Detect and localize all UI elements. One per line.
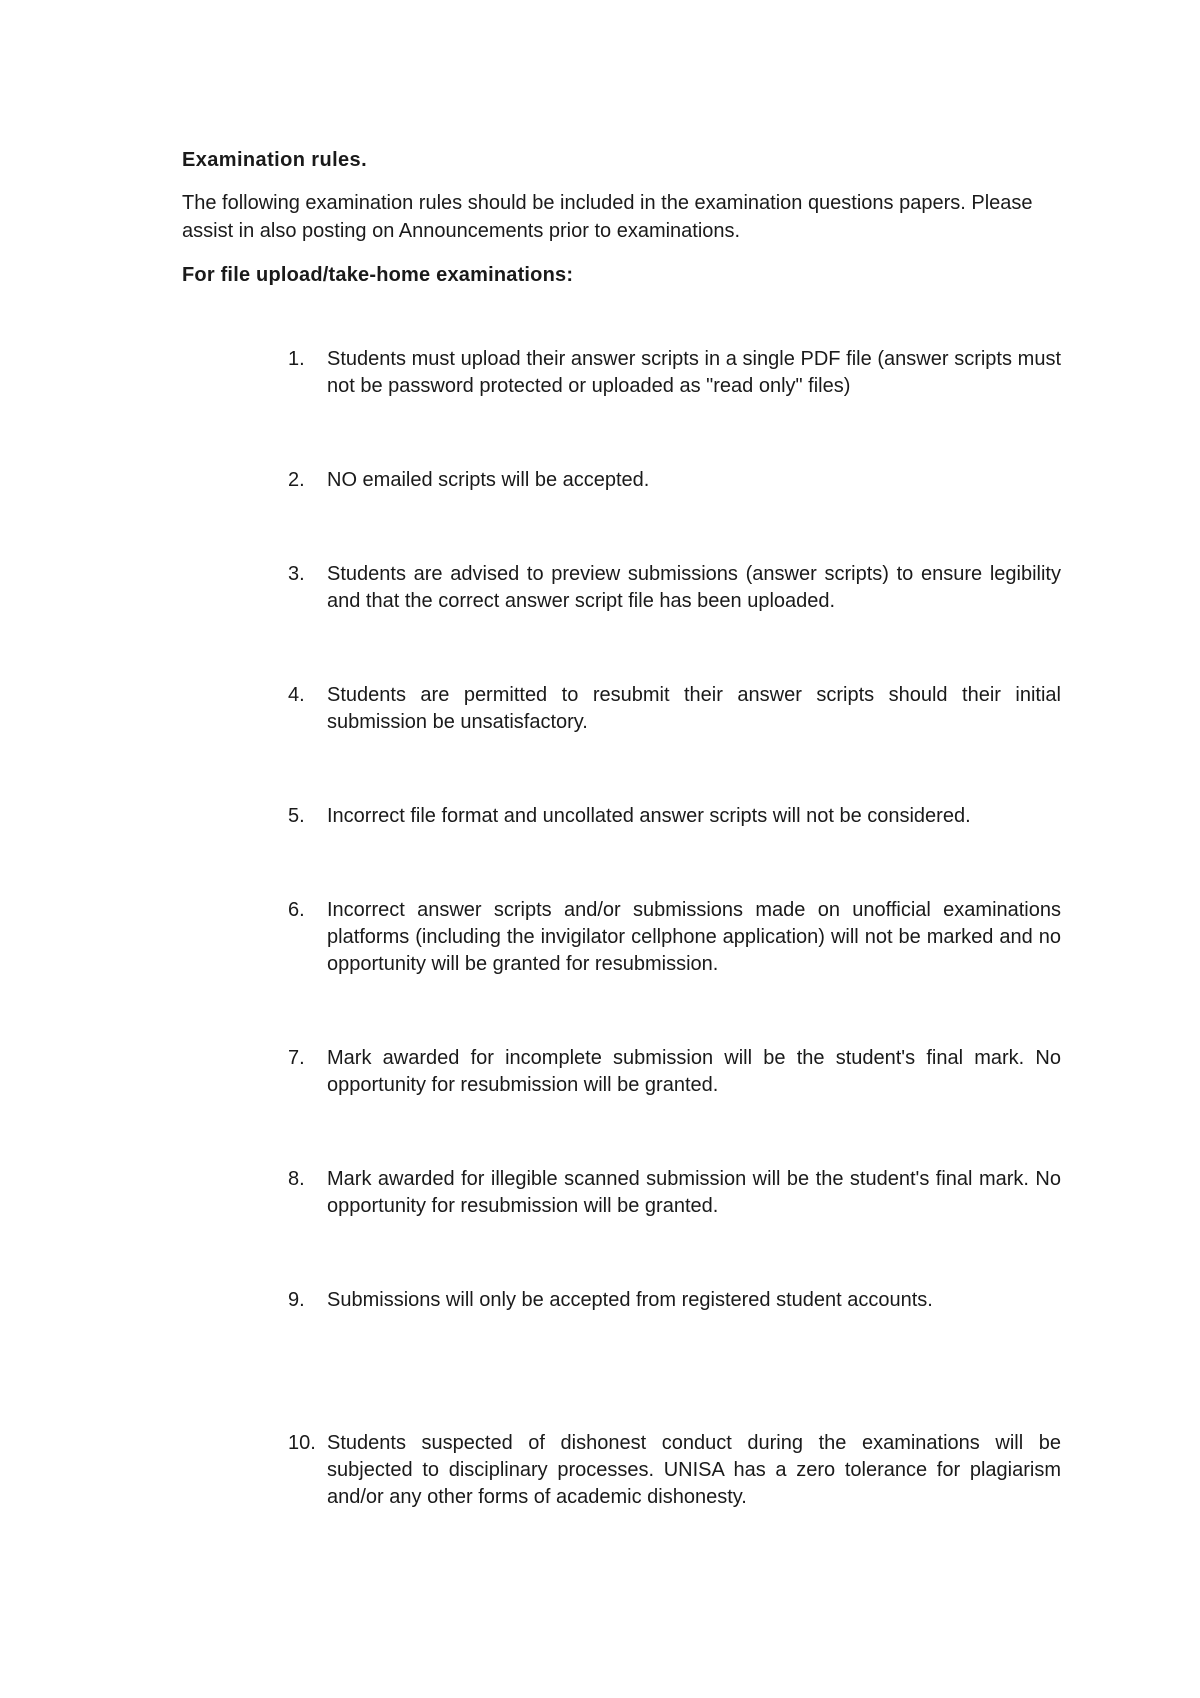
rule-item xyxy=(288,897,1061,978)
section-heading: For file upload/take-home examinations: xyxy=(182,264,574,286)
rule-item xyxy=(288,803,1061,830)
rule-text: NO emailed scripts will be accepted. xyxy=(327,469,650,491)
rule-text: Mark awarded for incomplete submission will be the student's final mark. No opportunity for resubmission will be granted. xyxy=(327,1047,1061,1096)
rule-item xyxy=(288,1430,1061,1511)
rule-text: Students must upload their answer scripts in a single PDF file (answer scripts must not be password protected or uploaded as "read only" files) xyxy=(327,348,1061,397)
rule-text: Incorrect answer scripts and/or submissions made on unofficial examinations platforms (including the invigilator cellphone application) will not be marked and no opportunity will be granted for resubmission. xyxy=(327,899,1061,975)
rule-text: Students suspected of dishonest conduct during the examinations will be subjected to disciplinary processes. UNISA has a zero tolerance for plagiarism and/or any other forms of academic dishonesty. xyxy=(327,1432,1061,1508)
rule-item xyxy=(288,1287,1061,1314)
rule-number: 7. xyxy=(288,1047,305,1069)
document-title: Examination rules. xyxy=(182,149,368,171)
rule-number: 5. xyxy=(288,805,305,827)
rule-item xyxy=(288,682,1061,736)
rule-text: Mark awarded for illegible scanned submission will be the student's final mark. No opportunity for resubmission will be granted. xyxy=(327,1168,1061,1217)
rule-item xyxy=(288,561,1061,615)
rule-number: 3. xyxy=(288,563,305,585)
rule-item xyxy=(288,1166,1061,1220)
rule-number: 9. xyxy=(288,1289,305,1311)
rule-number: 6. xyxy=(288,899,305,921)
rule-number: 10. xyxy=(288,1432,316,1454)
intro-paragraph: The following examination rules should be included in the examination questions papers. Please assist in also posting on Announcements prior to examinations. xyxy=(182,192,1033,242)
rule-text: Students are permitted to resubmit their answer scripts should their initial submission be unsatisfactory. xyxy=(327,684,1061,733)
rule-text: Incorrect file format and uncollated answer scripts will not be considered. xyxy=(327,805,971,827)
rule-item xyxy=(288,467,1061,494)
rule-text: Students are advised to preview submissions (answer scripts) to ensure legibility and that the correct answer script file has been uploaded. xyxy=(327,563,1061,612)
rule-item xyxy=(288,346,1061,400)
rule-item xyxy=(288,1045,1061,1099)
rule-number: 8. xyxy=(288,1168,305,1190)
rule-text: Submissions will only be accepted from registered student accounts. xyxy=(327,1289,933,1311)
rule-number: 4. xyxy=(288,684,305,706)
rule-number: 1. xyxy=(288,348,305,370)
rule-number: 2. xyxy=(288,469,305,491)
